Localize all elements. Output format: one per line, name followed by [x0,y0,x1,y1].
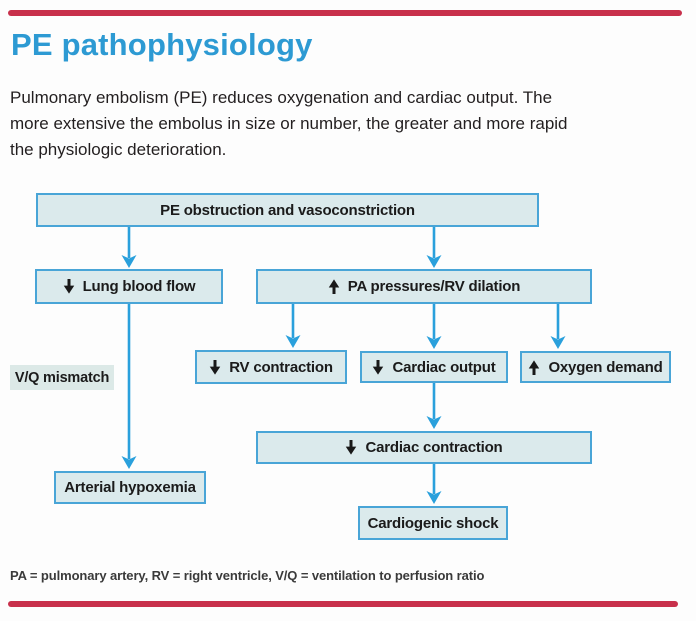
down-arrow-icon [345,440,357,455]
intro-paragraph [10,85,688,163]
up-arrow-icon [328,279,340,294]
flow-node-label: Arterial hypoxemia [64,479,196,496]
abbreviation-footnote: PA = pulmonary artery, RV = right ventricle, V/Q = ventilation to perfusion ratio [10,568,485,583]
connector-pa-to-rv [286,304,301,348]
flow-node-label: Lung blood flow [82,278,196,295]
flow-node-label: Oxygen demand [548,358,663,376]
flow-node-label: Cardiogenic shock [367,514,499,532]
flow-node-label: PE obstruction and vasoconstriction [160,201,415,219]
intro-line: the physiologic deterioration. [10,140,227,159]
connector-pe-to-pa [427,227,442,268]
flow-node-oxygen-demand [520,351,671,383]
flow-label-vq-mismatch [10,365,114,390]
down-arrow-icon [63,279,75,294]
flow-node-label: Cardiac output [392,358,496,376]
intro-line: Pulmonary embolism (PE) reduces oxygenation and cardiac output. The [10,88,553,107]
flow-node-pa-pressures [256,269,592,304]
up-arrow-icon [528,360,540,375]
flow-node-cardiac-output [360,351,508,383]
flow-node-label: RV contraction [229,358,333,376]
down-arrow-icon [209,360,221,375]
flow-node-cardiogenic-shock [358,506,508,540]
connector-contraction-to-shock [427,464,442,504]
flow-node-lung-blood-flow [35,269,223,304]
top-rule [8,10,682,16]
flow-node-pe-obstruction [36,193,539,227]
flow-node-label: PA pressures/RV dilation [347,278,521,295]
flow-node-arterial-hypoxemia [54,471,206,504]
flow-node-cardiac-contraction [256,431,592,464]
bottom-rule [8,601,678,607]
connector-pa-to-oxygen [551,304,566,349]
connector-pa-to-cardiac-output [427,304,442,349]
pathophysiology-flowchart [0,185,696,545]
intro-line: more extensive the embolus in size or number, the greater and more rapid [10,114,568,133]
connector-lung-to-hypoxemia [122,304,137,469]
flow-node-label: Cardiac contraction [365,439,503,456]
page-title: PE pathophysiology [11,27,313,62]
down-arrow-icon [372,360,384,375]
flow-node-label: V/Q mismatch [14,369,110,386]
connector-pe-to-lung [122,227,137,268]
connector-output-to-contraction [427,383,442,429]
flow-node-rv-contraction [195,350,347,384]
